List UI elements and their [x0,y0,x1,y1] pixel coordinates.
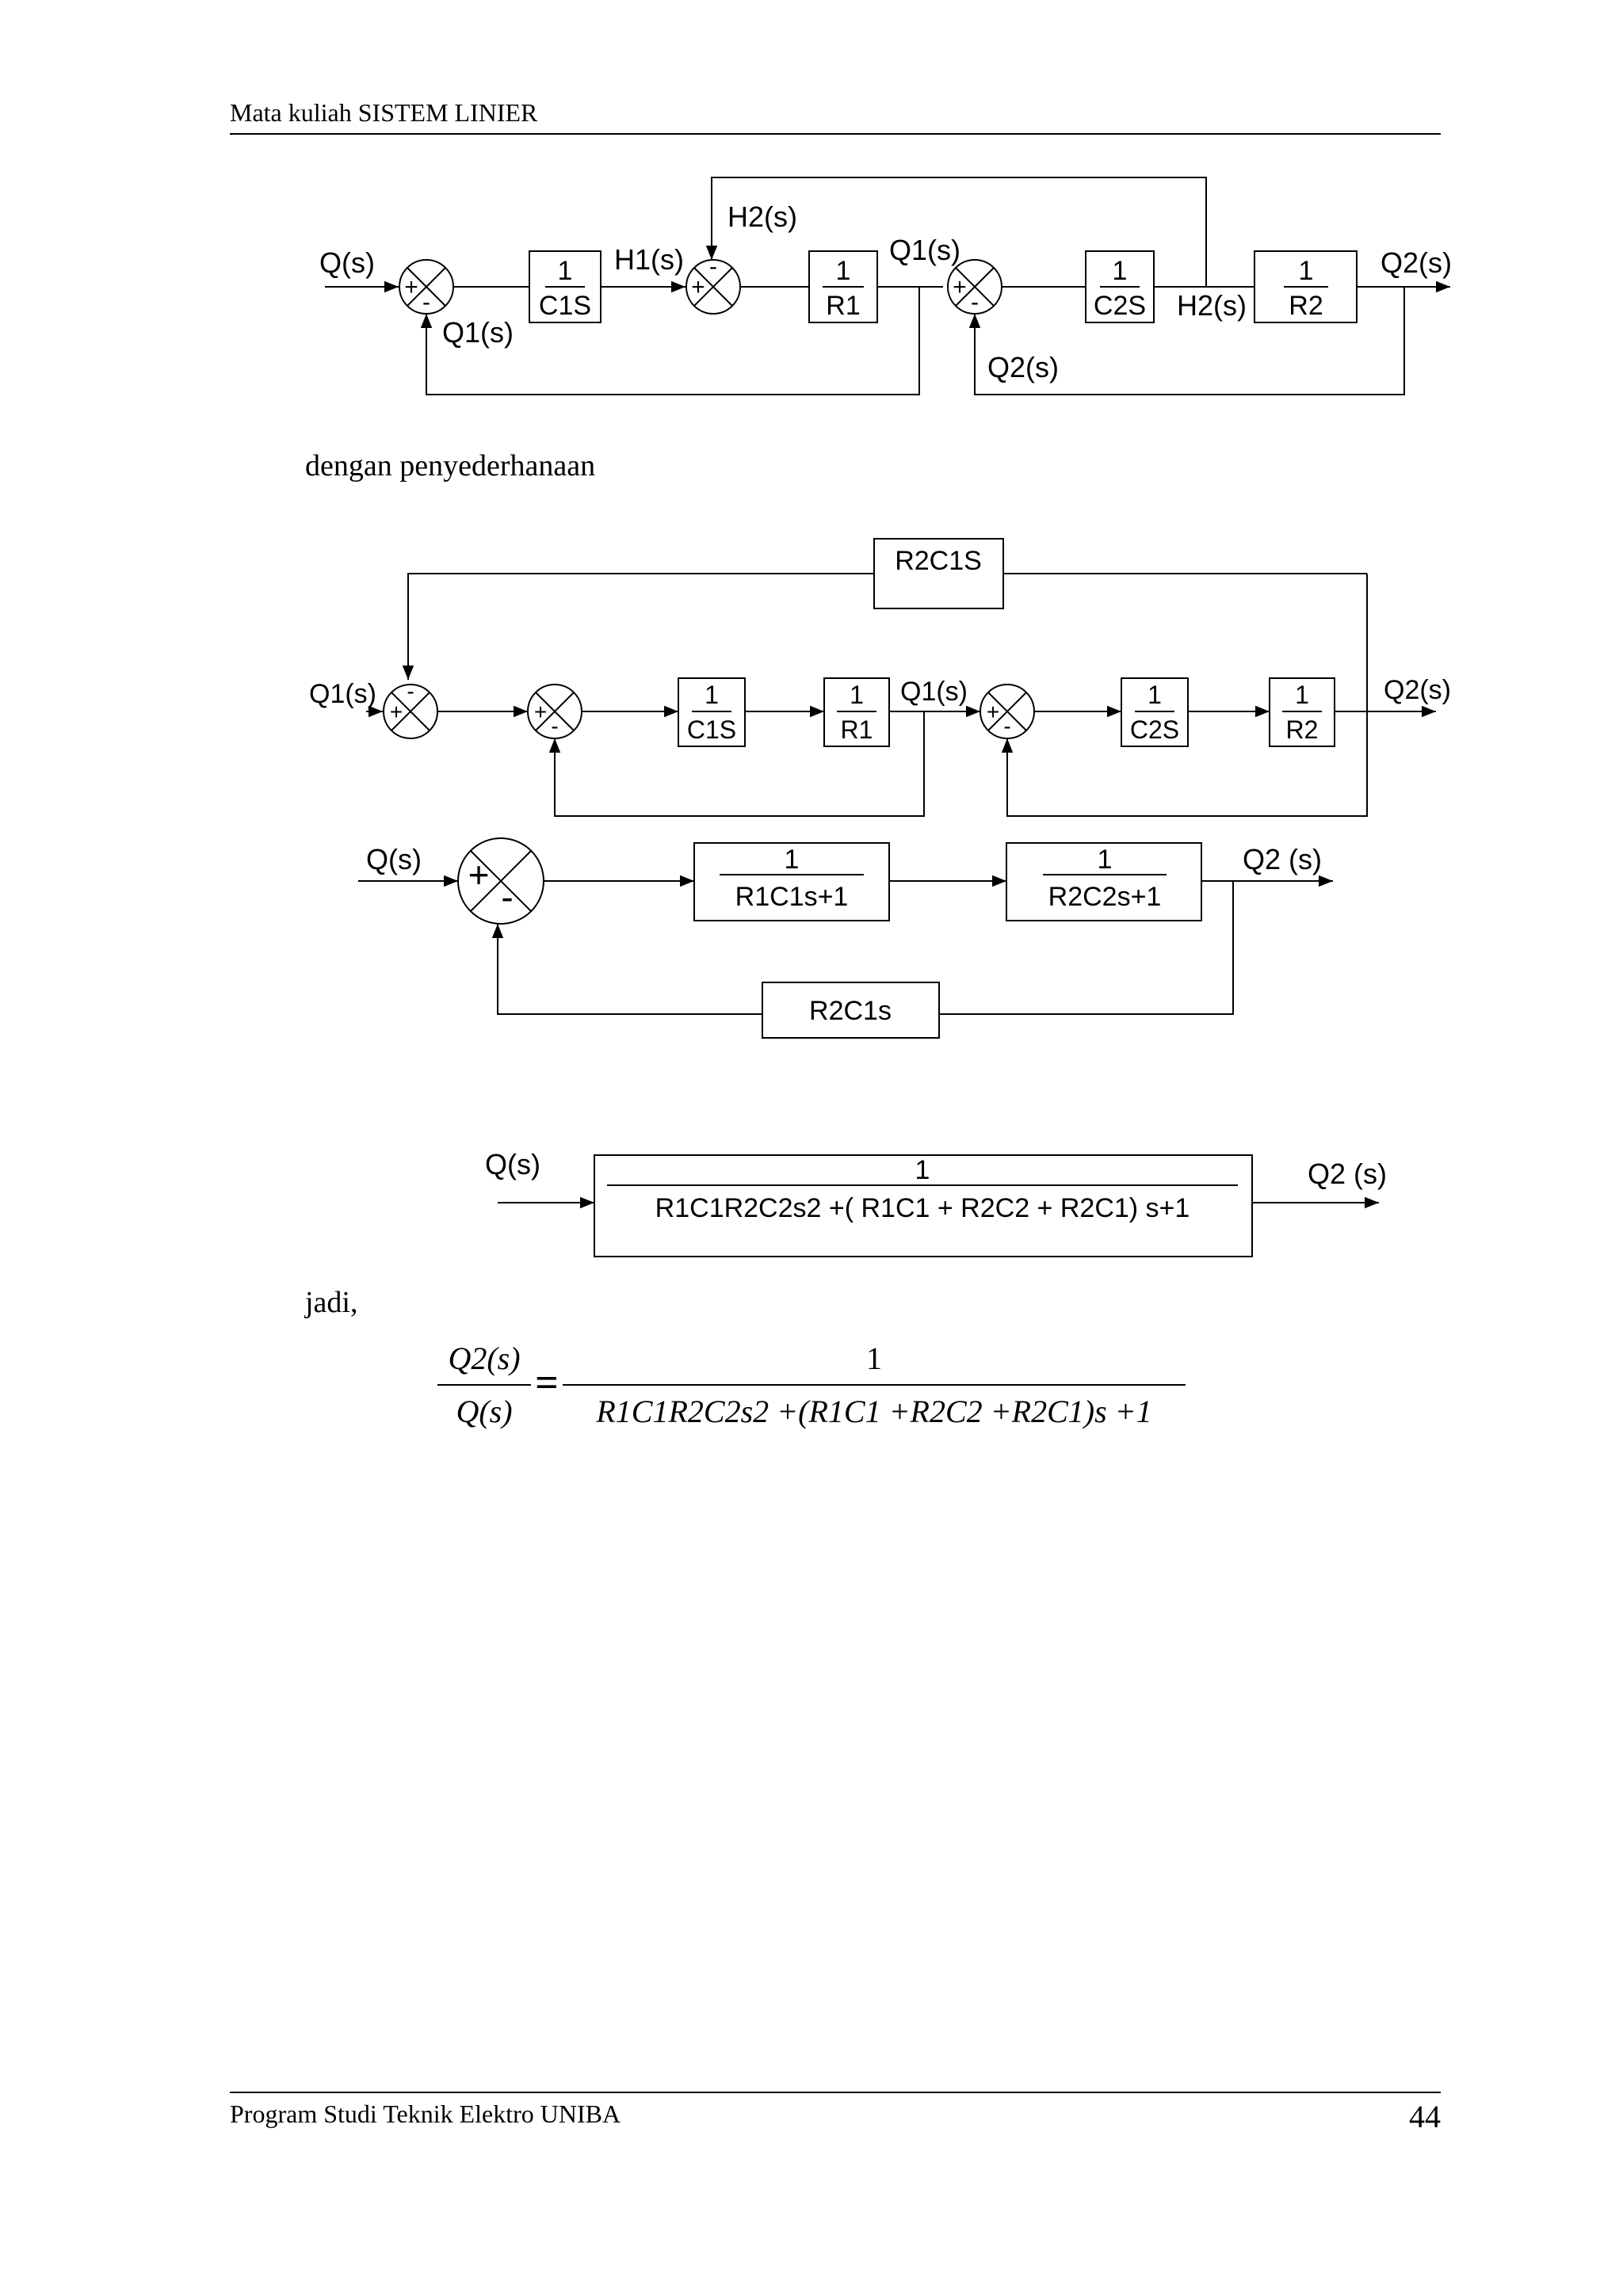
d2-block4-den: R2 [1285,715,1319,744]
d1-sum2-minus: - [709,254,717,280]
eq-rhs-numerator: 1 [866,1341,882,1376]
d3-block2-num: 1 [1097,845,1113,875]
d2-block1-den: C1S [686,715,737,744]
d3-input-label: Q(s) [366,843,422,875]
page-footer-program: Program Studi Teknik Elektro UNIBA [230,2100,621,2128]
d1-block1-den: C1S [538,291,592,321]
d2-input-label: Q1(s) [309,679,376,709]
caption-simplification: dengan penyederhanaan [305,449,596,482]
d1-sum1-plus: + [404,274,418,300]
d2-block1-num: 1 [705,681,719,709]
d4-input-label: Q(s) [485,1148,540,1180]
d1-block4-num: 1 [1298,256,1314,286]
d2-block2-num: 1 [850,681,864,709]
d2-sum3-plus: + [986,700,1000,724]
d3-block1-den: R1C1s+1 [735,882,849,912]
d4-output-label: Q2 (s) [1308,1158,1388,1190]
d1-block3-den: C2S [1093,291,1147,321]
d1-q1-label: Q1(s) [889,234,960,266]
d1-q1-feedback-label: Q1(s) [442,316,514,349]
page-number: 44 [1409,2099,1441,2134]
d2-block3-num: 1 [1148,681,1162,709]
d2-feedback-block-label: R2C1S [895,546,982,576]
eq-rhs-denominator: R1C1R2C2s2 +(R1C1 +R2C2 +R2C1)s +1 [596,1394,1152,1429]
d1-block2-den: R1 [826,291,861,321]
eq-equals-sign: = [535,1360,559,1405]
eq-lhs-numerator: Q2(s) [448,1341,521,1376]
caption-so: jadi, [305,1286,358,1319]
d2-sum3-minus: - [1003,714,1011,738]
d4-numerator: 1 [915,1155,930,1185]
d1-block4-den: R2 [1289,291,1323,321]
d2-block4-num: 1 [1295,681,1309,709]
d1-q2-feedback-label: Q2(s) [987,351,1059,383]
d2-q1-label: Q1(s) [900,677,968,707]
d3-output-label: Q2 (s) [1243,843,1323,875]
d1-h2-top-label: H2(s) [727,200,797,233]
d2-sum1-minus: - [407,679,414,704]
footer-divider [230,2092,1441,2093]
d2-sum2-plus: + [533,700,548,724]
d1-sum1-minus: - [422,289,430,315]
page-header-title: Mata kuliah SISTEM LINIER [230,98,538,127]
d2-sum2-minus: - [551,714,559,738]
d2-block2-den: R1 [840,715,873,744]
d3-sum-minus: - [501,876,514,917]
d1-block2-num: 1 [835,256,851,286]
d1-sum2-plus: + [691,274,705,300]
d1-sum3-minus: - [971,289,979,315]
d2-block3-den: C2S [1129,715,1180,744]
d1-block1-num: 1 [557,256,573,286]
d1-input-label: Q(s) [319,246,375,279]
d1-block3-num: 1 [1112,256,1128,286]
d1-h1-label: H1(s) [614,243,684,276]
d2-output-label: Q2(s) [1384,675,1451,705]
d3-block2-den: R2C2s+1 [1048,882,1162,912]
eq-lhs-denominator: Q(s) [456,1394,513,1429]
d4-denominator: R1C1R2C2s2 +( R1C1 + R2C2 + R2C1) s+1 [655,1193,1190,1223]
d1-sum3-plus: + [953,274,967,300]
d3-feedback-block-label: R2C1s [809,996,892,1026]
d2-sum1-plus: + [389,700,403,724]
d1-h2-mid-label: H2(s) [1177,289,1247,322]
d3-block1-num: 1 [784,845,800,875]
d1-output-label: Q2(s) [1381,246,1452,279]
d3-sum-plus: + [468,854,490,895]
